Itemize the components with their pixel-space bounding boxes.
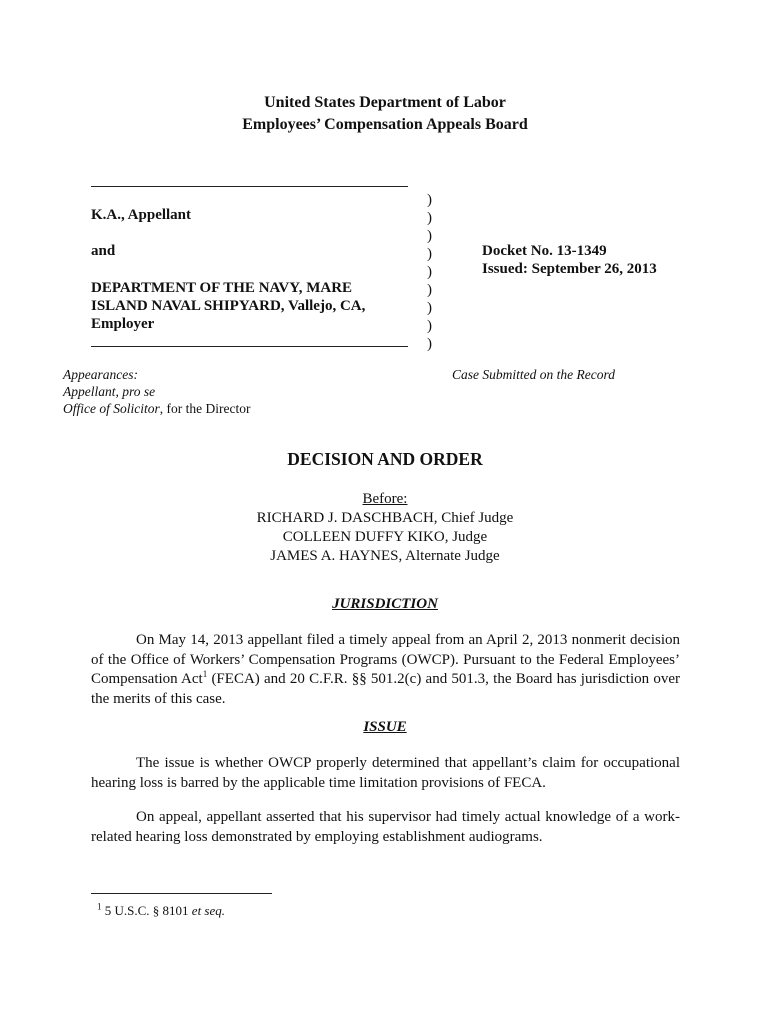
board-title: Employees’ Compensation Appeals Board: [242, 116, 528, 133]
footnote-rule: [91, 893, 272, 894]
judge-3: JAMES A. HAYNES, Alternate Judge: [270, 548, 500, 564]
appearances-label: Appearances:: [63, 367, 138, 382]
jurisdiction-heading: JURISDICTION: [332, 596, 438, 612]
judge-1: RICHARD J. DASCHBACH, Chief Judge: [256, 510, 514, 526]
jurisdiction-paragraph: On May 14, 2013 appellant filed a timely appeal from an April 2, 2013 nonmerit decision of the Office of Workers’ Compensation Programs (OWCP). Pursuant to the Federal Employees’ Compensation Act$^1$ (FECA) and 20 C.F.R. §§ 501.2(c) and 501.3, the Board has jurisdiction over the merits of this case.: [91, 632, 680, 707]
appearances-block: [63, 366, 250, 417]
footnote-reference: 1: [202, 669, 208, 679]
agency-title: United States Department of Labor: [264, 94, 506, 111]
issue-heading: ISSUE: [363, 719, 407, 735]
judge-2: COLLEEN DUFFY KIKO, Judge: [282, 529, 488, 545]
appearances-appellant: Appellant, pro se: [63, 384, 156, 399]
appearances-office: Office of Solicitor, for the Director: [63, 401, 251, 416]
appellant-name: K.A., Appellant: [91, 207, 192, 223]
footnote-1: $^1$ 5 U.S.C. § 8101 et seq.: [97, 901, 226, 918]
docket-number: Docket No. 13-1349: [482, 243, 607, 259]
caption-bottom-rule: [91, 346, 408, 347]
issue-paragraph-1: The issue is whether OWCP properly determined that appellant’s claim for occupational hearing loss is barred by the applicable time limitation provisions of FECA.: [91, 755, 680, 791]
judges-block: [0, 490, 770, 566]
decision-title: DECISION AND ORDER: [287, 449, 483, 469]
employer-name: DEPARTMENT OF THE NAVY, MARE ISLAND NAVAL SHIPYARD, Vallejo, CA, Employer: [91, 280, 366, 332]
caption-and: and: [91, 243, 116, 259]
caption-top-rule: [91, 186, 408, 187]
issue-paragraph-2: On appeal, appellant asserted that his supervisor had timely actual knowledge of a work-related hearing loss demonstrated by employing establishment audiograms.: [91, 809, 680, 845]
issued-date: Issued: September 26, 2013: [482, 261, 657, 277]
before-label: Before:: [362, 491, 408, 507]
caption-parentheses: ) ) ) ) ) ) ) ) ): [427, 192, 432, 352]
case-submitted: Case Submitted on the Record: [452, 367, 615, 382]
